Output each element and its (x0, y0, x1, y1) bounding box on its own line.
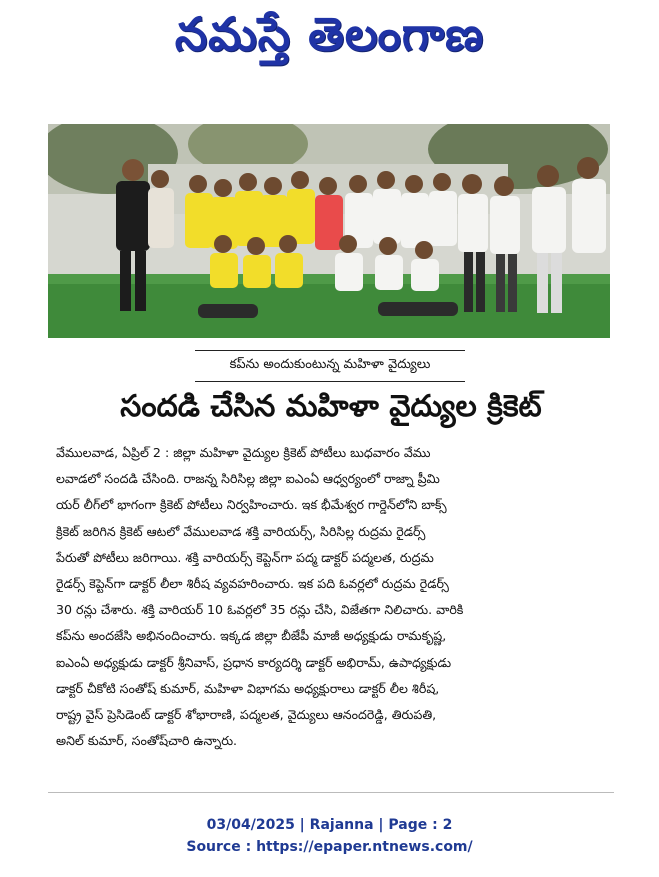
article-line: కప్‌ను అందజేసి అభినందించారు. ఇక్కడ జిల్లా బీజేపీ మాజీ అధ్యక్షుడు రామకృష్ణ, (56, 628, 447, 644)
article-line: లవాడలో సందడి చేసింది. రాజన్న సిరిసిల్ల జిల్లా ఐఎంఏ ఆధ్వర్యంలో రాజ్నా ప్రీమి (56, 471, 440, 487)
article-line: అనిల్ కుమార్, సంతోష్‌చారి ఉన్నారు. (56, 733, 238, 749)
photo-caption: కప్‌ను అందుకుంటున్న మహిళా వైద్యులు (229, 357, 431, 372)
article-body (56, 440, 616, 754)
edition-info: 03/04/2025 | Rajanna | Page : 2 (206, 817, 453, 833)
page-footer (0, 814, 659, 858)
article-line: వేములవాడ, ఏప్రిల్ 2 : జిల్లా మహిళా వైద్యుల క్రికెట్ పోటీలు బుధవారం వేము (56, 445, 431, 460)
article-line: పేరుతో పోటీలు జరిగాయి. శక్తి వారియర్స్ కెప్టెన్‌గా పద్మ డాక్టర్ పద్మలత, రుద్రమ (56, 549, 434, 565)
photo-caption-box (195, 350, 465, 382)
footer-divider (48, 792, 614, 793)
team-photo-illustration (48, 124, 610, 338)
masthead (0, 4, 659, 76)
article-line: 30 రన్లు చేశారు. శక్తి వారియర్ 10 ఓవర్లలో 35 రన్లు చేసి, విజేతగా నిలిచారు. వారికి (56, 602, 464, 618)
article-line: క్రికెట్ జరిగిన క్రికెట్ ఆటలో వేములవాడ శక్తి వారియర్స్, సిరిసిల్ల రుద్రమ రైడర్స్ (56, 523, 426, 539)
article-line: డాక్టర్ చీకోటి సంతోష్ కుమార్, మహిళా విభాగమ అధ్యక్షురాలు డాక్టర్ లీల శిరీష, (56, 680, 440, 696)
article-line: ఐఎంఏ అధ్యక్షుడు డాక్టర్ శ్రీనివాస్, ప్రధాన కార్యదర్శి డాక్టర్ అభిరామ్, ఉపాధ్యక్షుడు (56, 654, 452, 670)
newspaper-logo: నమస్తే తెలంగాణ (174, 7, 485, 61)
news-photo (48, 124, 610, 338)
article-line: రైడర్స్ కెప్టెన్‌గా డాక్టర్ లీలా శిరీష వ్యవహరించారు. ఇక పది ఓవర్లలో రుద్రమ రైడర్స్ (56, 576, 449, 592)
article-line: యర్ లీగ్‌లో భాగంగా క్రికెట్ పోటీలు నిర్వహించారు. ఇక భీమేశ్వర గార్డెన్‌లోని బాక్స్ (56, 497, 447, 513)
source-link[interactable]: Source : https://epaper.ntnews.com/ (186, 839, 473, 855)
article-line: రాష్ట్ర వైస్ ప్రెసిడెంట్ డాక్టర్ శోభారాణి, పద్మలత, వైద్యులు ఆనందరెడ్డి, తిరుపతి, (56, 707, 437, 723)
article-headline: సందడి చేసిన మహిళా వైద్యుల క్రికెట్ (120, 389, 542, 424)
